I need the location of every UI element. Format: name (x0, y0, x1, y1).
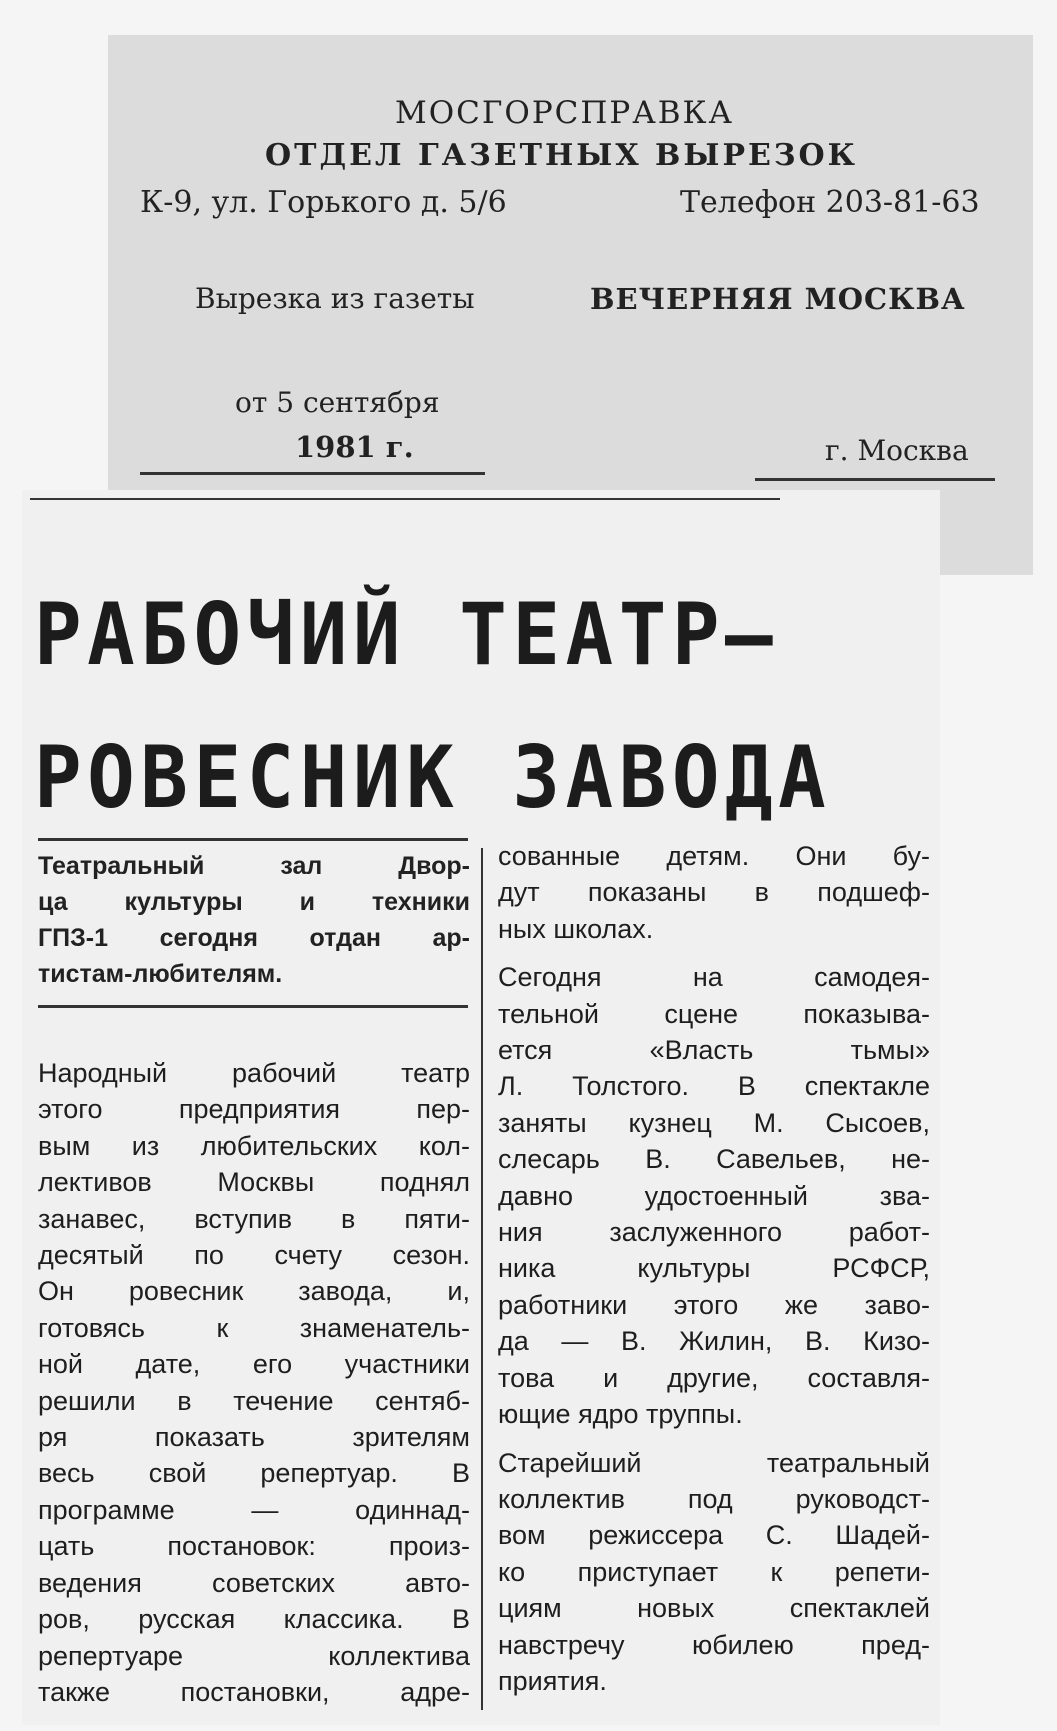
article-text-line: ров, русская классика. В (38, 1604, 470, 1635)
article-text-line: приятия. (498, 1665, 607, 1696)
article-text-line: ется «Власть тьмы» (498, 1035, 930, 1066)
lead-line: тистам-любителям. (38, 960, 283, 988)
headline-line-1: РАБОЧИЙ ТЕАТР— (34, 585, 779, 685)
article-lead (38, 848, 470, 992)
cut-label: Вырезка из газеты (195, 282, 475, 315)
paragraph-gap (498, 1433, 930, 1445)
article-text-line: Сегодня на самодея- (498, 962, 930, 993)
article-text-line: коллектив под руководст- (498, 1483, 930, 1514)
article-text-line: вом режиссера С. Шадей- (498, 1520, 930, 1551)
article-text-line: ника культуры РСФСР, (498, 1253, 930, 1284)
headline-line-2: РОВЕСНИК ЗАВОДА (34, 728, 832, 828)
article-text-line: Старейший театральный (498, 1447, 930, 1478)
lead-bottom-rule (38, 1005, 468, 1008)
article-text-line: да — В. Жилин, В. Кизо- (498, 1326, 930, 1357)
article-text-line: ния заслуженного работ- (498, 1217, 930, 1248)
agency-address: К-9, ул. Горького д. 5/6 (140, 185, 507, 220)
article-text-line: заняты кузнец М. Сысоев, (498, 1107, 930, 1138)
article-text-line: ведения советских авто- (38, 1567, 470, 1598)
article-text-line: цать постановок: произ- (38, 1531, 470, 1562)
lead-top-rule (38, 838, 468, 841)
lead-line: ца культуры и техники (38, 888, 470, 916)
lead-line: ГПЗ-1 сегодня отдан ар- (38, 924, 470, 952)
article-text-line: тельной сцене показыва- (498, 998, 930, 1029)
article-text-line: этого предприятия пер- (38, 1094, 470, 1125)
article-text-line: ных школах. (498, 913, 654, 944)
article-text-line: решили в течение сентяб- (38, 1385, 470, 1416)
agency-name: МОСГОРСПРАВКА (395, 95, 735, 131)
article-column-1 (38, 1055, 470, 1710)
article-text-line: также постановки, адре- (38, 1676, 470, 1707)
article-text-line: репертуаре коллектива (38, 1640, 470, 1671)
article-text-line: Народный рабочий театр (38, 1058, 470, 1088)
lead-line: Театральный зал Двор- (38, 852, 470, 880)
article-text-line: циям новых спектаклей (498, 1593, 930, 1624)
issue-year: 1981 г. (295, 430, 414, 464)
issue-date: от 5 сентября (235, 386, 440, 419)
article-text-line: работники этого же заво- (498, 1289, 930, 1320)
article-text-line: ной дате, его участники (38, 1349, 470, 1380)
article-text-line: весь свой репертуар. В (38, 1458, 470, 1489)
article-text-line: давно удостоенный зва- (498, 1180, 930, 1211)
article-text-line: това и другие, составля- (498, 1362, 930, 1393)
city-underline (755, 478, 995, 481)
article-text-line: навстречу юбилею пред- (498, 1629, 930, 1660)
article-text-line: ющие ядро труппы. (498, 1399, 743, 1430)
article-text-line: занавес, вступив в пяти- (38, 1203, 470, 1234)
article-text-line: Он ровесник завода, и, (38, 1276, 470, 1307)
article-text-line: дут показаны в подшеф- (498, 877, 930, 908)
article-text-line: ко приступает к репети- (498, 1556, 930, 1587)
department-name: ОТДЕЛ ГАЗЕТНЫХ ВЫРЕЗОК (265, 138, 858, 173)
article-text-line: десятый по счету сезон. (38, 1240, 470, 1271)
article-column-2 (498, 838, 930, 1699)
article-text-line: сованные детям. Они бу- (498, 841, 930, 871)
article-text-line: ря показать зрителям (38, 1422, 470, 1453)
clipping-top-edge (30, 498, 780, 500)
article-text-line: слесарь В. Савельев, не- (498, 1144, 930, 1175)
article-text-line: программе — одиннад- (38, 1494, 470, 1525)
date-underline (140, 472, 485, 475)
article-text-line: вым из любительских кол- (38, 1130, 470, 1161)
article-text-line: готовясь к знаменатель- (38, 1312, 470, 1343)
issue-city: г. Москва (825, 434, 969, 467)
agency-phone: Телефон 203-81-63 (680, 185, 980, 220)
article-text-line: Л. Толстого. В спектакле (498, 1071, 930, 1102)
newspaper-name: ВЕЧЕРНЯЯ МОСКВА (590, 282, 966, 316)
column-divider (481, 848, 483, 1710)
paragraph-gap (498, 947, 930, 959)
article-text-line: лективов Москвы поднял (38, 1167, 470, 1198)
